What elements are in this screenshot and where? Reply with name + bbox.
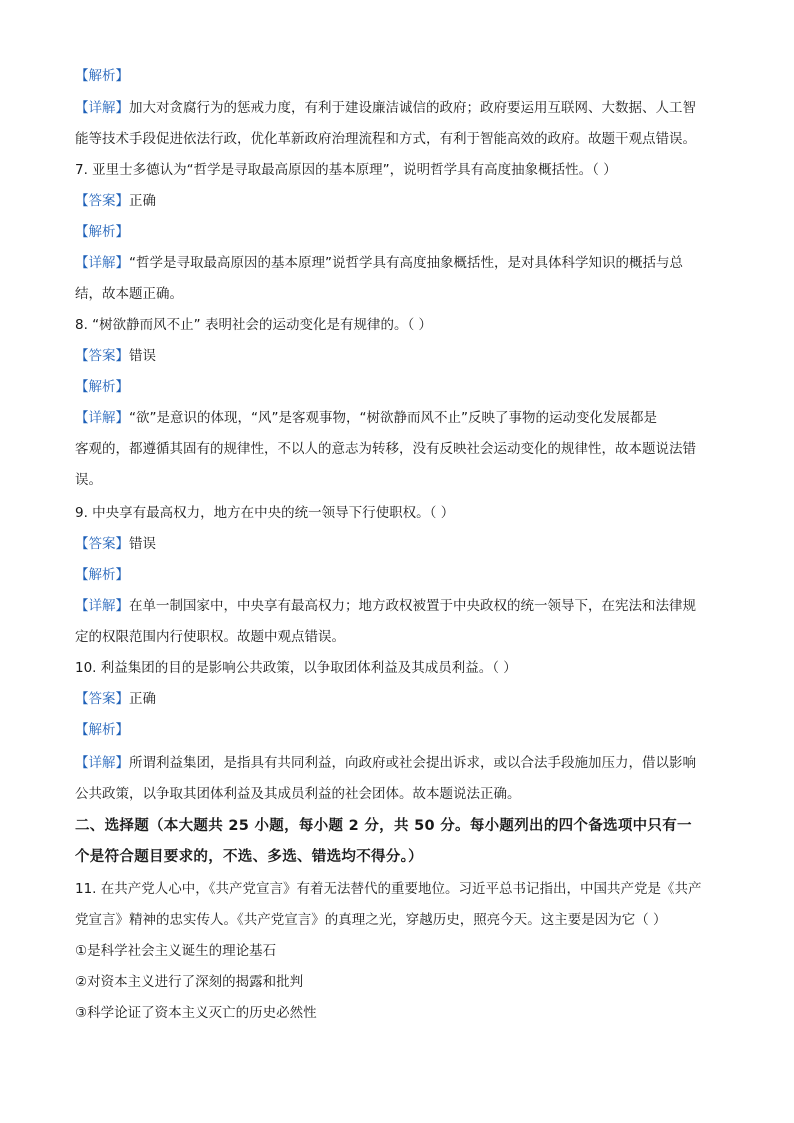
- analysis-tag: 【解析】: [75, 722, 129, 738]
- answer-tag: 【答案】: [75, 348, 129, 364]
- q8-question: 8. “树欲静而风不止” 表明社会的运动变化是有规律的。（ ）: [75, 317, 432, 333]
- q8-answer-row: [75, 347, 720, 365]
- q10-analysis-row: [75, 721, 720, 739]
- q6-detail-text-1: 加大对贪腐行为的惩戒力度，有利于建设廉洁诚信的政府；政府要运用互联网、大数据、人工智: [129, 100, 696, 116]
- q10-detail-row-1: [75, 754, 720, 772]
- detail-tag: 【详解】: [75, 598, 129, 614]
- detail-tag: 【详解】: [75, 755, 129, 771]
- q8-detail-row-3: 误。: [75, 472, 102, 488]
- detail-tag: 【详解】: [75, 100, 129, 116]
- q10-detail-row-2: 公共政策，以争取其团体利益及其成员利益的社会团体。故本题说法正确。: [75, 786, 521, 802]
- q10-detail-text-1: 所谓利益集团，是指具有共同利益，向政府或社会提出诉求，或以合法手段施加压力，借以影响: [129, 755, 696, 771]
- section-heading-line-2: 个是符合题目要求的，不选、多选、错选均不得分。）: [75, 849, 423, 865]
- q7-question: 7. 亚里士多德认为“哲学是寻取最高原因的基本原理”，说明哲学具有高度抽象概括性。（ ）: [75, 162, 617, 178]
- q7-detail-row-2: 结，故本题正确。: [75, 286, 183, 302]
- q9-detail-row-1: [75, 597, 720, 615]
- q11-option-3: ③科学论证了资本主义灭亡的历史必然性: [75, 1005, 317, 1021]
- q10-answer-row: [75, 690, 720, 708]
- q6-analysis-row: [75, 67, 720, 85]
- q9-detail-text-1: 在单一制国家中，中央享有最高权力；地方政权被置于中央政权的统一领导下，在宪法和法律规: [129, 598, 696, 614]
- q8-detail-row-2: 客观的，都遵循其固有的规律性，不以人的意志为转移，没有反映社会运动变化的规律性，故本题说法错: [75, 441, 696, 457]
- q10-answer-value: 正确: [129, 691, 156, 707]
- q9-question: 9. 中央享有最高权力，地方在中央的统一领导下行使职权。（ ）: [75, 505, 455, 521]
- q7-answer-row: [75, 192, 720, 210]
- q11-question-line-2: 党宣言》精神的忠实传人。《共产党宣言》的真理之光，穿越历史，照亮今天。这主要是因为它（ ）: [75, 912, 667, 928]
- detail-tag: 【详解】: [75, 410, 129, 426]
- q7-answer-value: 正确: [129, 193, 156, 209]
- detail-tag: 【详解】: [75, 255, 129, 271]
- answer-tag: 【答案】: [75, 536, 129, 552]
- q7-detail-text-1: “哲学是寻取最高原因的基本原理”说哲学具有高度抽象概括性，是对具体科学知识的概括与总: [129, 255, 683, 271]
- q9-answer-value: 错误: [129, 536, 156, 552]
- q8-detail-row-1: [75, 409, 720, 427]
- answer-tag: 【答案】: [75, 193, 129, 209]
- answer-tag: 【答案】: [75, 691, 129, 707]
- q8-answer-value: 错误: [129, 348, 156, 364]
- q9-answer-row: [75, 535, 720, 553]
- q11-question-line-1: 11. 在共产党人心中，《共产党宣言》有着无法替代的重要地位。习近平总书记指出，中国共产党是《共产: [75, 881, 702, 897]
- analysis-tag: 【解析】: [75, 567, 129, 583]
- q10-question: 10. 利益集团的目的是影响公共政策，以争取团体利益及其成员利益。（ ）: [75, 660, 517, 676]
- analysis-tag: 【解析】: [75, 224, 129, 240]
- q6-detail-row-2: 能等技术手段促进依法行政，优化革新政府治理流程和方式，有利于智能高效的政府。故题干观点错误。: [75, 131, 696, 147]
- section-heading-line-1: 二、选择题（本大题共 25 小题，每小题 2 分，共 50 分。每小题列出的四个备选项中只有一: [75, 818, 692, 834]
- q7-detail-row-1: [75, 254, 720, 272]
- q7-analysis-row: [75, 223, 720, 241]
- analysis-tag: 【解析】: [75, 379, 129, 395]
- q9-detail-row-2: 定的权限范围内行使职权。故题中观点错误。: [75, 629, 345, 645]
- q11-option-2: ②对资本主义进行了深刻的揭露和批判: [75, 974, 304, 990]
- q9-analysis-row: [75, 566, 720, 584]
- q8-analysis-row: [75, 378, 720, 396]
- analysis-tag: 【解析】: [75, 68, 129, 84]
- q11-option-1: ①是科学社会主义诞生的理论基石: [75, 943, 277, 959]
- q8-detail-text-1: “欲”是意识的体现，“风”是客观事物，“树欲静而风不止”反映了事物的运动变化发展都是: [129, 410, 657, 426]
- q6-detail-row-1: [75, 99, 720, 117]
